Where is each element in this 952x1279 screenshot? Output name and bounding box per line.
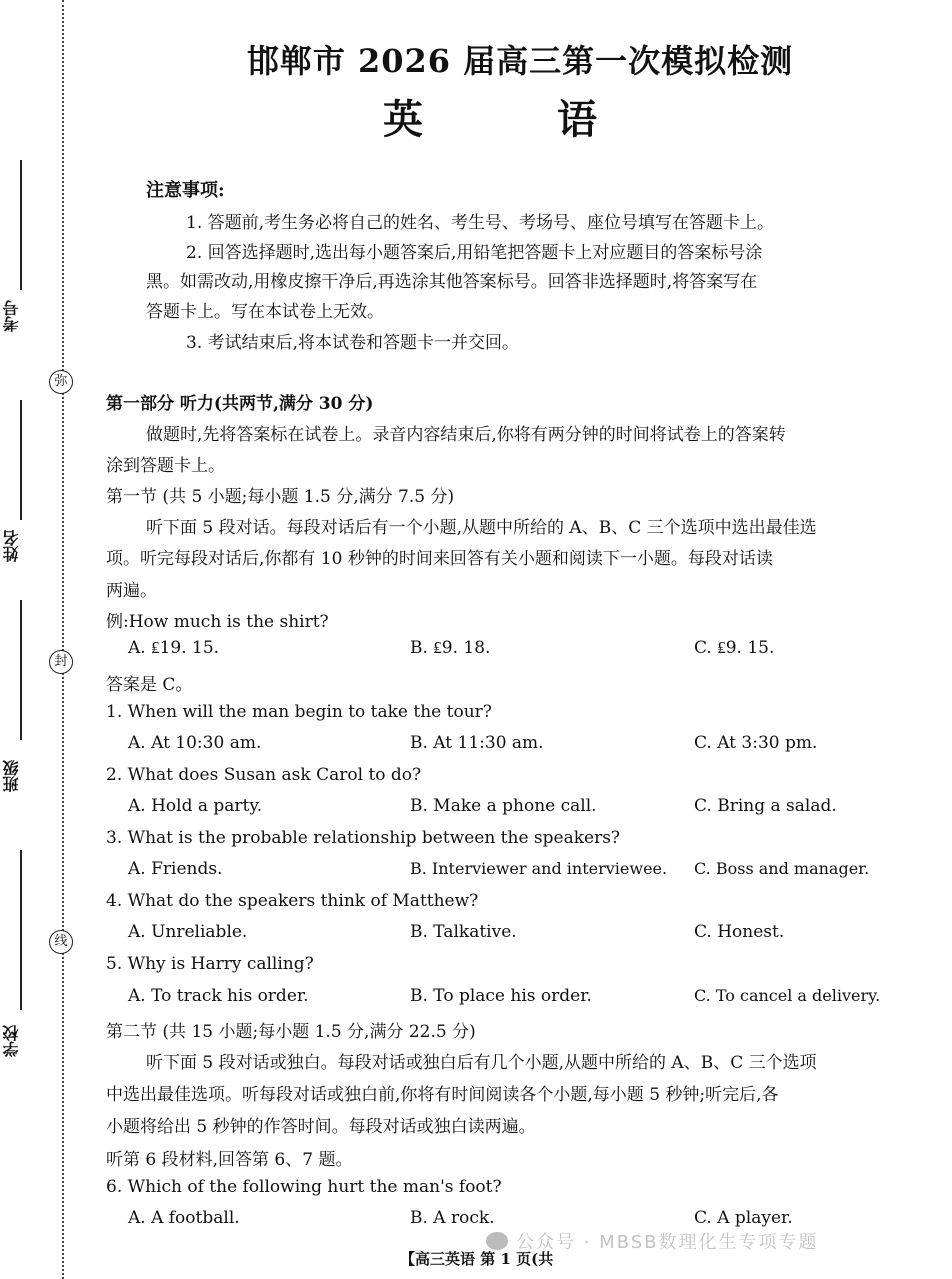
question-6-option-a: A. A football. bbox=[128, 1208, 240, 1228]
section2-intro-b: 中选出最佳选项。听每段对话或独白前,你将有时间阅读各个小题,每小题 5 秒钟;听完后,各 bbox=[106, 1085, 779, 1105]
example-option-b: B. ₤9. 18. bbox=[410, 638, 491, 658]
subject-title: 英 语 bbox=[383, 96, 657, 143]
page-title: 邯郸市 2026 届高三第一次模拟检测 bbox=[246, 42, 794, 80]
notice-item-1: 1. 答题前,考生务必将自己的姓名、考生号、考场号、座位号填写在答题卡上。 bbox=[186, 213, 775, 233]
exam-number-label: 考号 bbox=[2, 300, 21, 332]
class-fill-line bbox=[20, 600, 22, 740]
question-3: 3. What is the probable relationship between the speakers? bbox=[106, 828, 621, 848]
question-6-option-c: C. A player. bbox=[694, 1208, 793, 1228]
school-label: 学校 bbox=[2, 1025, 21, 1057]
section2-intro-a: 听下面 5 段对话或独白。每段对话或独白后有几个小题,从题中所给的 A、B、C 三个选项 bbox=[146, 1053, 817, 1073]
question-5-option-c: C. To cancel a delivery. bbox=[694, 986, 881, 1005]
question-1-option-a: A. At 10:30 am. bbox=[128, 733, 262, 753]
question-3-option-b: B. Interviewer and interviewee. bbox=[410, 859, 668, 878]
example-question: 例:How much is the shirt? bbox=[106, 612, 329, 632]
question-5-option-b: B. To place his order. bbox=[410, 986, 592, 1006]
exam-number-fill-line bbox=[20, 160, 22, 290]
question-4: 4. What do the speakers think of Matthew? bbox=[106, 891, 479, 911]
name-fill-line bbox=[20, 400, 22, 520]
question-2-option-a: A. Hold a party. bbox=[128, 796, 263, 816]
section1-intro-b: 项。听完每段对话后,你都有 10 秒钟的时间来回答有关小题和阅读下一小题。每段对话读 bbox=[106, 549, 773, 569]
question-3-option-c: C. Boss and manager. bbox=[694, 859, 870, 878]
name-label: 姓名 bbox=[2, 530, 21, 562]
section1-intro-a: 听下面 5 段对话。每段对话后有一个小题,从题中所给的 A、B、C 三个选项中选出最佳选 bbox=[146, 518, 817, 538]
seal-mark-feng: 封 bbox=[49, 650, 73, 674]
section2-heading: 第二节 (共 15 小题;每小题 1.5 分,满分 22.5 分) bbox=[106, 1022, 476, 1042]
question-1: 1. When will the man begin to take the tour? bbox=[106, 702, 492, 722]
part1-heading: 第一部分 听力(共两节,满分 30 分) bbox=[106, 394, 374, 414]
section1-intro-c: 两遍。 bbox=[106, 581, 157, 601]
question-2: 2. What does Susan ask Carol to do? bbox=[106, 765, 422, 785]
part1-intro-a: 做题时,先将答案标在试卷上。录音内容结束后,你将有两分钟的时间将试卷上的答案转 bbox=[146, 425, 786, 445]
question-4-option-c: C. Honest. bbox=[694, 922, 785, 942]
seal-mark-xian: 线 bbox=[49, 930, 73, 954]
notice-item-3: 3. 考试结束后,将本试卷和答题卡一并交回。 bbox=[186, 333, 520, 353]
material-6-instruction: 听第 6 段材料,回答第 6、7 题。 bbox=[106, 1150, 353, 1170]
class-label: 班级 bbox=[2, 760, 21, 792]
question-1-option-c: C. At 3:30 pm. bbox=[694, 733, 818, 753]
notice-item-2c: 答题卡上。写在本试卷上无效。 bbox=[146, 302, 384, 322]
question-2-option-c: C. Bring a salad. bbox=[694, 796, 837, 816]
page-footer: 【高三英语 第 1 页(共 bbox=[400, 1250, 554, 1268]
section2-intro-c: 小题将给出 5 秒钟的作答时间。每段对话或独白读两遍。 bbox=[106, 1117, 536, 1137]
notice-item-2b: 黑。如需改动,用橡皮擦干净后,再选涂其他答案标号。回答非选择题时,将答案写在 bbox=[146, 272, 758, 292]
question-4-option-b: B. Talkative. bbox=[410, 922, 517, 942]
question-6-option-b: B. A rock. bbox=[410, 1208, 495, 1228]
question-1-option-b: B. At 11:30 am. bbox=[410, 733, 544, 753]
question-5-option-a: A. To track his order. bbox=[128, 986, 309, 1006]
example-option-c: C. ₤9. 15. bbox=[694, 638, 775, 658]
binding-margin bbox=[0, 0, 70, 1279]
question-4-option-a: A. Unreliable. bbox=[128, 922, 248, 942]
question-6: 6. Which of the following hurt the man's foot? bbox=[106, 1177, 502, 1197]
question-2-option-b: B. Make a phone call. bbox=[410, 796, 597, 816]
notice-heading: 注意事项: bbox=[146, 180, 225, 201]
seal-mark-mi: 弥 bbox=[49, 370, 73, 394]
watermark-text: 公众号 · MBSB数理化生专项专题 bbox=[516, 1232, 819, 1253]
example-answer: 答案是 C。 bbox=[106, 675, 193, 695]
example-option-a: A. ₤19. 15. bbox=[128, 638, 220, 658]
question-5: 5. Why is Harry calling? bbox=[106, 954, 314, 974]
question-3-option-a: A. Friends. bbox=[128, 859, 223, 879]
notice-item-2a: 2. 回答选择题时,选出每小题答案后,用铅笔把答题卡上对应题目的答案标号涂 bbox=[186, 243, 763, 263]
part1-intro-b: 涂到答题卡上。 bbox=[106, 456, 225, 476]
section1-heading: 第一节 (共 5 小题;每小题 1.5 分,满分 7.5 分) bbox=[106, 487, 455, 507]
school-fill-line bbox=[20, 850, 22, 1010]
binding-dotted-line bbox=[62, 0, 64, 1279]
